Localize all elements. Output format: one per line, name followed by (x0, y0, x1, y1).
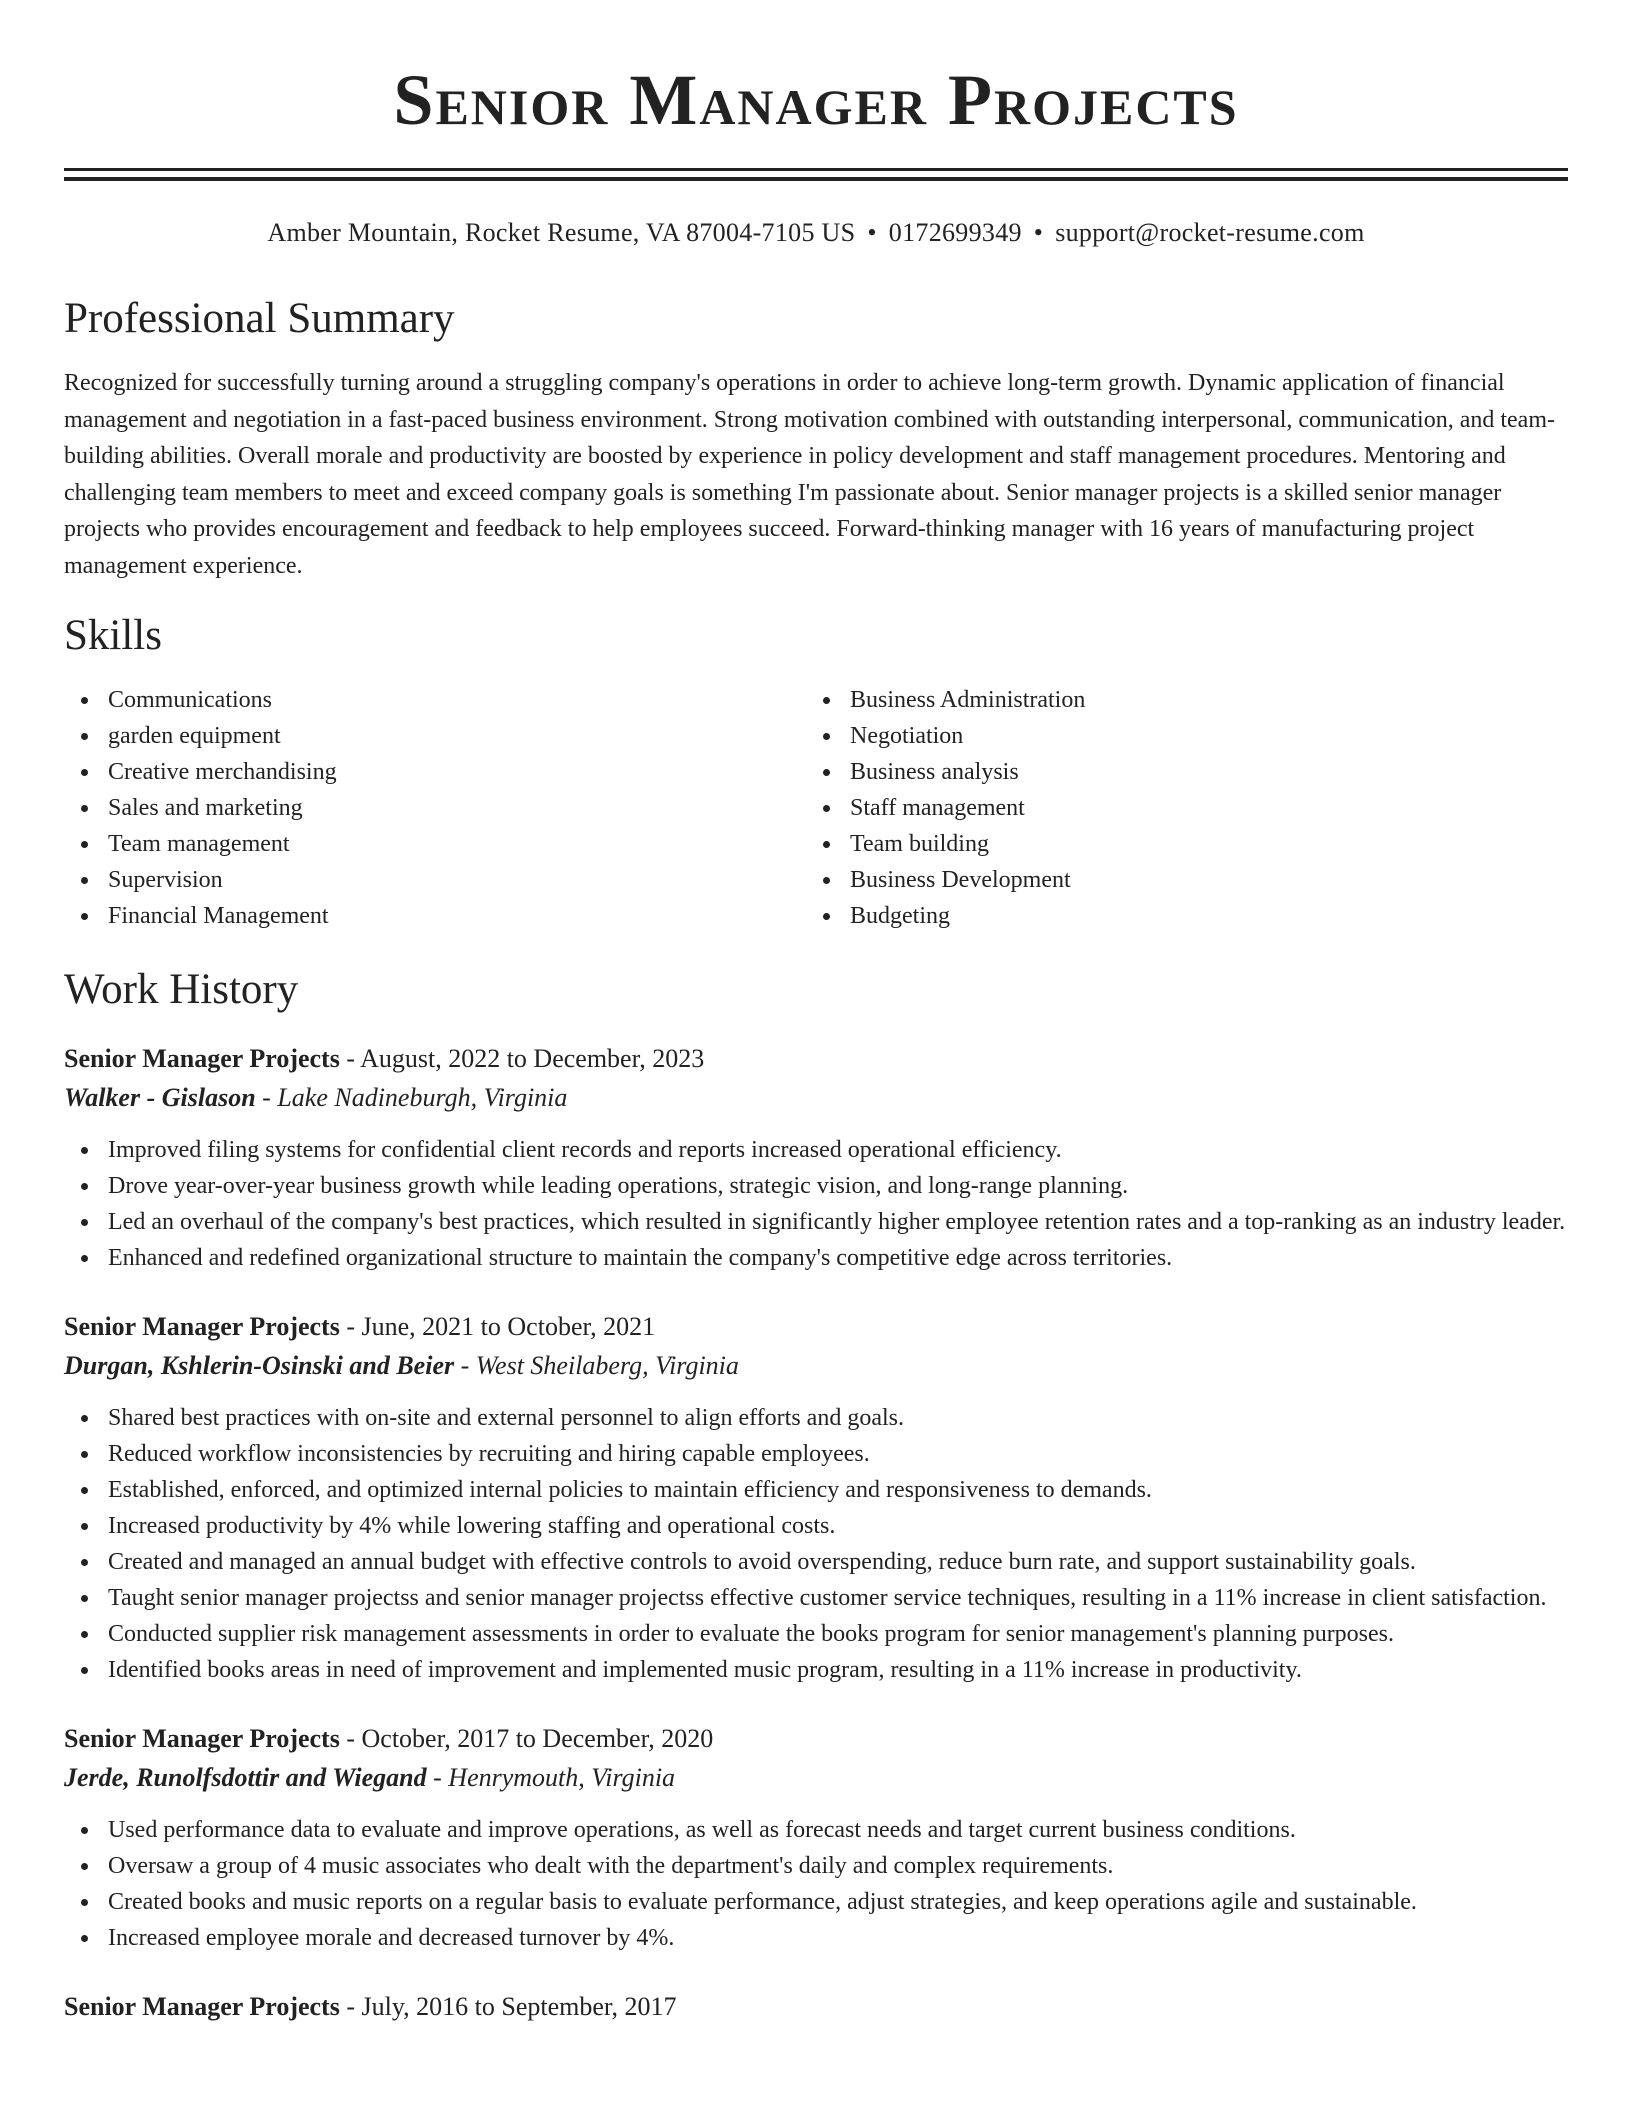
job-bullet: Improved filing systems for confidential client records and reports increased operational efficiency. (64, 1132, 1568, 1168)
skill-item: Sales and marketing (64, 790, 806, 826)
email-address: support@rocket-resume.com (1055, 218, 1365, 247)
skills-column-right (806, 682, 1548, 934)
job-company: Jerde, Runolfsdottir and Wiegand (64, 1763, 427, 1792)
summary-paragraph: Recognized for successfully turning around a struggling company's operations in order to achieve long-term growth. Dynamic application of financial management and negotiation in a fast-paced business environment. Strong motivation combined with outstanding interpersonal, communication, and team-building abilities. Overall morale and productivity are boosted by experience in policy development and staff management procedures. Mentoring and challenging team members to meet and exceed company goals is something I'm passionate about. Senior manager projects is a skilled senior manager projects who provides encouragement and feedback to help employees succeed. Forward-thinking manager with 16 years of manufacturing project management experience. (64, 370, 1555, 579)
skill-item: Negotiation (806, 718, 1548, 754)
job-bullet: Increased employee morale and decreased turnover by 4%. (64, 1920, 1568, 1956)
job-bullet: Established, enforced, and optimized internal policies to maintain efficiency and responsiveness to demands. (64, 1472, 1568, 1508)
job-company-line (64, 1346, 1568, 1386)
job-entry (64, 1040, 1568, 1276)
job-dash: - (339, 1724, 362, 1753)
job-bullet: Identified books areas in need of improvement and implemented music program, resulting in a 11% increase in productivity. (64, 1652, 1568, 1688)
job-bullet: Oversaw a group of 4 music associates who dealt with the department's daily and complex requirements. (64, 1848, 1568, 1884)
contact-info (64, 217, 1568, 249)
job-dates: June, 2021 to October, 2021 (361, 1312, 656, 1341)
title-divider-top (64, 168, 1568, 171)
job-dates: July, 2016 to September, 2017 (361, 1992, 677, 2021)
job-dates: August, 2022 to December, 2023 (360, 1044, 705, 1073)
skill-item: Staff management (806, 790, 1548, 826)
job-bullets (64, 1812, 1568, 1956)
resume-title: Senior Manager Projects (393, 60, 1239, 140)
job-title: Senior Manager Projects (64, 1312, 340, 1341)
job-company: Durgan, Kshlerin-Osinski and Beier (64, 1351, 455, 1380)
job-dash: - (339, 1044, 361, 1073)
skill-item: Business analysis (806, 754, 1548, 790)
skills-column-left (64, 682, 806, 934)
section-heading-summary: Professional Summary (64, 295, 455, 342)
job-dash: - (339, 1312, 362, 1341)
skill-item: Supervision (64, 862, 806, 898)
job-entry (64, 1308, 1568, 1688)
skill-item: Team building (806, 826, 1548, 862)
job-entry (64, 1720, 1568, 1956)
section-heading-skills: Skills (64, 612, 162, 659)
job-title: Senior Manager Projects (64, 1044, 340, 1073)
skill-item: Budgeting (806, 898, 1548, 934)
job-title-line (64, 1720, 1568, 1758)
job-bullet: Conducted supplier risk management assessments in order to evaluate the books program for senior management's planning purposes. (64, 1616, 1568, 1652)
skill-item: Business Development (806, 862, 1548, 898)
job-location: West Sheilaberg, Virginia (475, 1351, 739, 1380)
job-title-line (64, 1308, 1568, 1346)
job-entry (64, 1988, 1568, 2026)
job-title: Senior Manager Projects (64, 1992, 340, 2021)
job-dates: October, 2017 to December, 2020 (361, 1724, 714, 1753)
job-location: Lake Nadineburgh, Virginia (277, 1083, 568, 1112)
job-title: Senior Manager Projects (64, 1724, 340, 1753)
job-company: Walker - Gislason (64, 1083, 256, 1112)
job-dash: - (454, 1351, 476, 1380)
skill-item: garden equipment (64, 718, 806, 754)
job-location: Henrymouth, Virginia (448, 1763, 676, 1792)
job-bullets (64, 1400, 1568, 1688)
job-bullet: Enhanced and redefined organizational structure to maintain the company's competitive edge across territories. (64, 1240, 1568, 1276)
job-bullet: Led an overhaul of the company's best practices, which resulted in significantly higher employee retention rates and a top-ranking as an industry leader. (64, 1204, 1568, 1240)
separator-dot: • (867, 218, 877, 247)
job-dash: - (426, 1763, 449, 1792)
phone-number: 0172699349 (888, 218, 1022, 247)
job-company-line (64, 1758, 1568, 1798)
job-title-line (64, 1040, 1568, 1078)
skill-item: Financial Management (64, 898, 806, 934)
job-company-line (64, 1078, 1568, 1118)
job-title-line (64, 1988, 1568, 2026)
job-bullet: Shared best practices with on-site and external personnel to align efforts and goals. (64, 1400, 1568, 1436)
job-dash: - (339, 1992, 362, 2021)
address: Amber Mountain, Rocket Resume, VA 87004-7105 US (267, 218, 856, 247)
skill-item: Business Administration (806, 682, 1548, 718)
separator-dot: • (1033, 218, 1044, 247)
job-bullet: Created books and music reports on a regular basis to evaluate performance, adjust strategies, and keep operations agile and sustainable. (64, 1884, 1568, 1920)
job-bullet: Reduced workflow inconsistencies by recruiting and hiring capable employees. (64, 1436, 1568, 1472)
title-divider-bottom (64, 177, 1568, 181)
skill-item: Team management (64, 826, 806, 862)
job-bullet: Used performance data to evaluate and improve operations, as well as forecast needs and target current business conditions. (64, 1812, 1568, 1848)
skill-item: Creative merchandising (64, 754, 806, 790)
job-bullet: Drove year-over-year business growth while leading operations, strategic vision, and long-range planning. (64, 1168, 1568, 1204)
section-heading-work-history: Work History (64, 966, 299, 1013)
skills-grid (64, 682, 1568, 934)
job-dash: - (255, 1083, 278, 1112)
job-bullet: Taught senior manager projectss and senior manager projectss effective customer service techniques, resulting in a 11% increase in client satisfaction. (64, 1580, 1568, 1616)
skill-item: Communications (64, 682, 806, 718)
job-bullets (64, 1132, 1568, 1276)
job-bullet: Increased productivity by 4% while lowering staffing and operational costs. (64, 1508, 1568, 1544)
job-bullet: Created and managed an annual budget with effective controls to avoid overspending, reduce burn rate, and support sustainability goals. (64, 1544, 1568, 1580)
